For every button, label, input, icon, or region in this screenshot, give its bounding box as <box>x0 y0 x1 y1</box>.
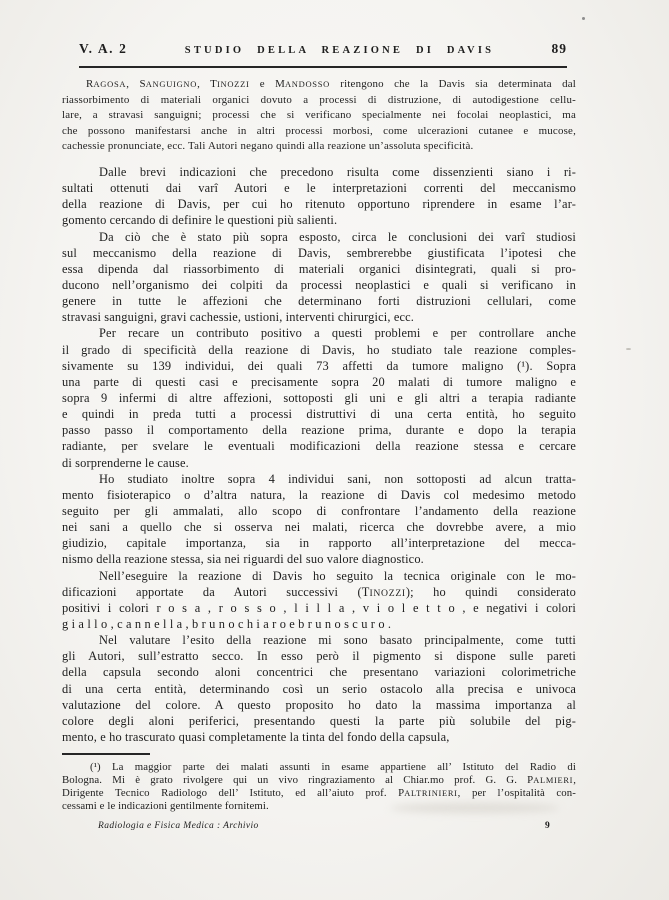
body-paragraph <box>62 164 576 229</box>
scan-artifact <box>626 348 631 350</box>
text-line: Ho studiato inoltre sopra 4 individui sani, non sottoposti ad alcun tratta- <box>99 471 576 486</box>
page-number: 89 <box>551 41 567 56</box>
text-line: dificazioni apportate da Autori successivi (TINOZZI); ho quindi considerato <box>62 584 576 599</box>
text-line: cessami e le indicazioni gentilmente fornitemi. <box>62 799 269 812</box>
footnote-rule <box>62 753 150 755</box>
text-line: giudizio, capitale importanza, sia in rapporto all’interpretazione del mecca- <box>62 536 576 551</box>
text-line: g i a l l o , c a n n e l l a , b r u n o c h i a r o e b r u n o s c u r o . <box>62 616 392 631</box>
text-line: riassorbimento di materiali organici dovuto a processi di distruzione, di autodigestione cellu- <box>62 93 576 106</box>
signature-number: 9 <box>545 821 550 831</box>
intro-paragraph <box>62 77 576 155</box>
body-paragraph <box>62 632 576 745</box>
text-line: Per recare un contributo positivo a questi problemi e per controllare anche <box>99 326 576 341</box>
text-line: Nel valutare l’esito della reazione mi sono basato principalmente, come tutti <box>99 633 576 648</box>
text-line: sopra 9 infermi di altre affezioni, sottoposti gli uni e gli altri a terapia radiante <box>62 390 576 405</box>
text-line: (¹) La maggior parte dei malati assunti in esame appartiene all’ Istituto del Radio di <box>90 761 576 773</box>
text-line: seguito per gli ammalati, allo scopo di confrontare l’andamento della reazione <box>62 503 576 518</box>
small-caps-name: ALMIERI <box>533 774 574 785</box>
text-line: della capsula secondo aloni concentrici che presentano variazioni colorimetriche <box>62 665 576 680</box>
body-paragraph <box>62 568 576 633</box>
journal-title: Radiologia e Fisica Medica : Archivio <box>98 821 259 831</box>
small-caps-name: ALTRINIERI <box>404 787 458 798</box>
volume-label: V. A. 2 <box>79 41 128 56</box>
text-line: mento, e ho trascurato quasi completamente la tinta del fondo della capsula, <box>62 729 450 744</box>
small-caps-name: ANDOSSO <box>284 79 330 89</box>
small-caps-name: INOZZI <box>216 79 250 89</box>
text-line: Da ciò che è stato più sopra esposto, circa le conclusioni dei varî studiosi <box>99 229 576 244</box>
text-line: stravasi sanguigni, gravi cachessie, ustioni, interventi chirurgici, ecc. <box>62 310 415 325</box>
text-line: nismo della reazione stessa, sia nei riguardi del suo valore diagnostico. <box>62 552 424 567</box>
text-line: sul meccanismo della reazione di Davis, sembrerebbe giustificata l’ipotesi che <box>62 245 576 260</box>
body-paragraph <box>62 471 576 568</box>
small-caps-name: INOZZI <box>369 587 406 599</box>
small-caps-name: AGOSA <box>93 79 127 89</box>
text-line: nei sani a quello che si osserva nei malati, ricerca che dovrebbe avere, a mio <box>62 520 576 535</box>
scan-artifact <box>390 803 560 813</box>
body-paragraph <box>62 325 576 470</box>
text-line: passo passo il comportamento della reazione prima, durante e dopo la terapia <box>62 423 576 438</box>
text-line: che possono manifestarsi anche in altri processi morbosi, come ulcerazioni cutanee e mucose, <box>62 124 576 137</box>
text-line: Dalle brevi indicazioni che precedono risulta come dissenzienti siano i ri- <box>99 165 576 179</box>
text-line: genere in tutte le affezioni che determinano forti distruzioni cellulari, come <box>62 294 576 309</box>
text-line: colore degli aloni periferici, presentando questi la parte più solubile del pig- <box>62 713 576 728</box>
text-line: Bologna. Mi è grato rivolgere qui un vivo ringraziamento al Chiar.mo prof. G. G. PALMIERI, <box>62 773 576 786</box>
text-line: lare, a stravasi sanguigni; processi che si verificano specialmente nei focolai neoplastici, ma <box>62 109 576 121</box>
text-line: sultati ottenuti dai varî Autori e le interpretazioni correnti del meccanismo <box>62 181 576 196</box>
scan-artifact <box>582 17 585 20</box>
text-line: di una certa entità, determinando così un serio ostacolo alla precisa e univoca <box>62 681 576 696</box>
text-line: sivamente su 139 individui, dei quali 73 affetti da tumore maligno (¹). Sopra <box>62 358 576 373</box>
text-line: gomento cercando di definire le questioni più salienti. <box>62 213 338 228</box>
text-line: ducono nell’organismo dei colpiti da processi neoplastici e quali si verificano in <box>62 277 576 292</box>
text-line: essa dipenda dal riassorbimento di materiali organici disintegrati, quali si pro- <box>62 261 576 276</box>
text-line: Dirigente Tecnico Radiologo dell’ Istituto, ed all’aiuto prof. PALTRINIERI, per l’ospitalità con- <box>62 786 576 799</box>
small-caps-name: ANGUIGNO <box>145 79 198 89</box>
page-footer <box>62 821 576 837</box>
text-line: mento fisioterapico o d’altra natura, la reazione di Davis col medesimo metodo <box>62 487 576 502</box>
text-line: della reazione di Davis, per cui ho ritenuto opportuno riprendere in esame l’ar- <box>62 197 576 212</box>
text-line: positivi i colori r o s a , r o s s o , l i l l a , v i o l e t t o , e negativi i colori <box>62 600 576 615</box>
text-line: RAGOSA, SANGUIGNO, TINOZZI e MANDOSSO ritengono che la Davis sia determinata dal <box>86 78 576 90</box>
text-line: gli Autori, sull’estratto secco. In esso però il pigmento si dispone sulle pareti <box>62 649 576 664</box>
text-line: Nell’eseguire la reazione di Davis ho seguito la tecnica originale con le mo- <box>99 568 576 583</box>
text-line: radiante, per svelare le eventuali modificazioni della reazione stessa e cercare <box>62 439 576 454</box>
text-line: cachessie pronunciate, ecc. Tali Autori negano quindi alla reazione un’assoluta specificità. <box>62 140 474 152</box>
running-header <box>79 41 567 68</box>
text-line: di sorprenderne le cause. <box>62 455 189 470</box>
text-line: il grado di specificità della reazione di Davis, ho studiato tale reazione comples- <box>62 342 576 357</box>
body-paragraph <box>62 229 576 326</box>
text-line: una parte di questi casi e precisamente sopra 20 malati di tumore maligno e <box>62 374 576 389</box>
text-line: e quindi in preda tutti a processi distruttivi di una certa entità, ho seguito <box>62 407 576 422</box>
running-title: STUDIO DELLA REAZIONE DI DAVIS <box>184 45 495 56</box>
body-text <box>62 164 576 745</box>
text-line: valutazione del colore. A questo proposito ho dato la massima importanza al <box>62 697 576 712</box>
